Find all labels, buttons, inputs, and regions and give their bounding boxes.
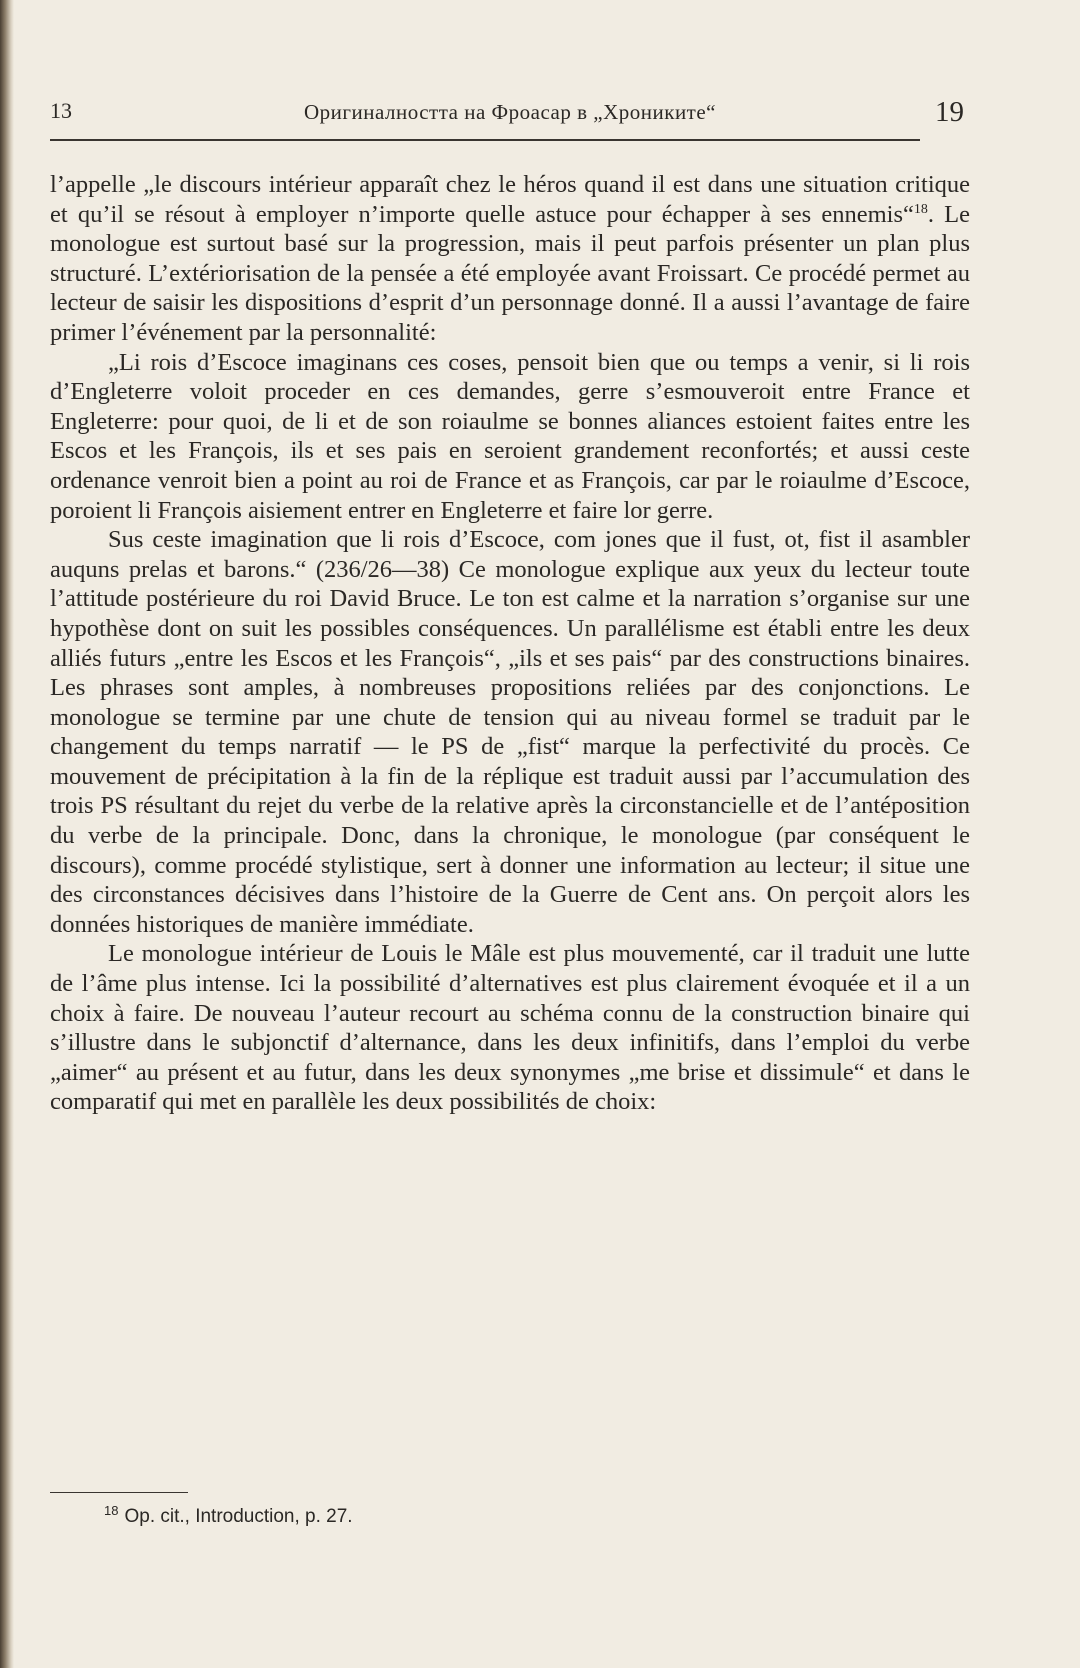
- page-header: [50, 98, 970, 132]
- footnote-rule: [50, 1492, 188, 1493]
- footnote: [104, 1502, 353, 1528]
- footnote-text: Op. cit., Introduction, p. 27.: [124, 1506, 353, 1527]
- page-number-left: 13: [50, 98, 72, 123]
- book-page: [50, 0, 970, 1668]
- running-title: Оригиналността на Фроасар в „Хрониките“: [304, 100, 716, 124]
- footnote-reference: 18: [913, 201, 928, 217]
- page-number-right: 19: [935, 96, 964, 128]
- body-text: [50, 170, 970, 1117]
- paragraph-1: l’appelle „le discours intérieur apparaît chez le héros quand il est dans une situation critique et qu’il se résout à employer n’importe quelle astuce pour échapper à ses ennemis“$^{18}$. Le monologue est surtout basé sur la progression, mais il peut parfois présenter un plan plus structuré. L’extériorisation de la pensée a été employée avant Froissart. Ce procédé permet au lecteur de saisir les dispositions d’esprit d’un personnage donné. Il a aussi l’avantage de faire primer l’événement par la personnalité:: [50, 171, 970, 346]
- book-spine-shadow: [0, 0, 14, 1668]
- header-rule: [50, 139, 920, 141]
- paragraph-4: Le monologue intérieur de Louis le Mâle est plus mouvementé, car il traduit une lutte de l’âme plus intense. Ici la possibilité d’alternatives est plus clairement évoquée et il a un choix à faire. De nouveau l’auteur recourt au schéma connu de la construction binaire qui s’illustre dans le subjonctif d’alternance, dans les deux infinitifs, dans l’emploi du verbe „aimer“ au présent et au futur, dans les deux synonymes „me brise et dissimule“ et dans le comparatif qui met en parallèle les deux possibilités de choix:: [50, 940, 970, 1116]
- footnote-number: 18: [104, 1502, 119, 1518]
- quotation-paragraph: „Li rois d’Escoce imaginans ces coses, pensoit bien que ou temps a venir, si li rois d’Engleterre voloit proceder en ces demandes, gerre s’esmouveroit entre France et Engleterre: pour quoi, de li et de son roiaulme se bonnes aliances estoient faites entre les Escos et les François, ils et ses pais en seroient grandement reconfortés; et aussi ceste ordenance venroit bien a point au roi de France et as François, car par le roiaulme d’Escoce, poroient li François aisiement entrer en Engleterre et faire lor gerre.: [50, 348, 970, 524]
- paragraph-3: Sus ceste imagination que li rois d’Escoce, com jones que il fust, ot, fist il asambler auquns prelas et barons.“ (236/26—38) Ce monologue explique aux yeux du lecteur toute l’attitude postérieure du roi David Bruce. Le ton est calme et la narration s’organise sur une hypothèse dont on suit les possibles conséquences. Un parallélisme est établi entre les deux alliés futurs „entre les Escos et les François“, „ils et ses pais“ par des constructions binaires. Les phrases sont amples, à nombreuses propositions reliées par des conjonctions. Le monologue se termine par une chute de tension qui au niveau formel se traduit par le changement du temps narratif — le PS de „fist“ marque la perfectivité du procès. Ce mouvement de précipitation à la fin de la réplique est traduit aussi par l’accumulation des trois PS résultant du rejet du verbe de la relative après la circonstancielle et de l’antéposition du verbe de la principale. Donc, dans la chronique, le monologue (par conséquent le discours), comme procédé stylistique, sert à donner une information au lecteur; il situe une des circonstances décisives dans l’histoire de la Guerre de Cent ans. On perçoit alors les données historiques de manière immédiate.: [50, 526, 970, 938]
